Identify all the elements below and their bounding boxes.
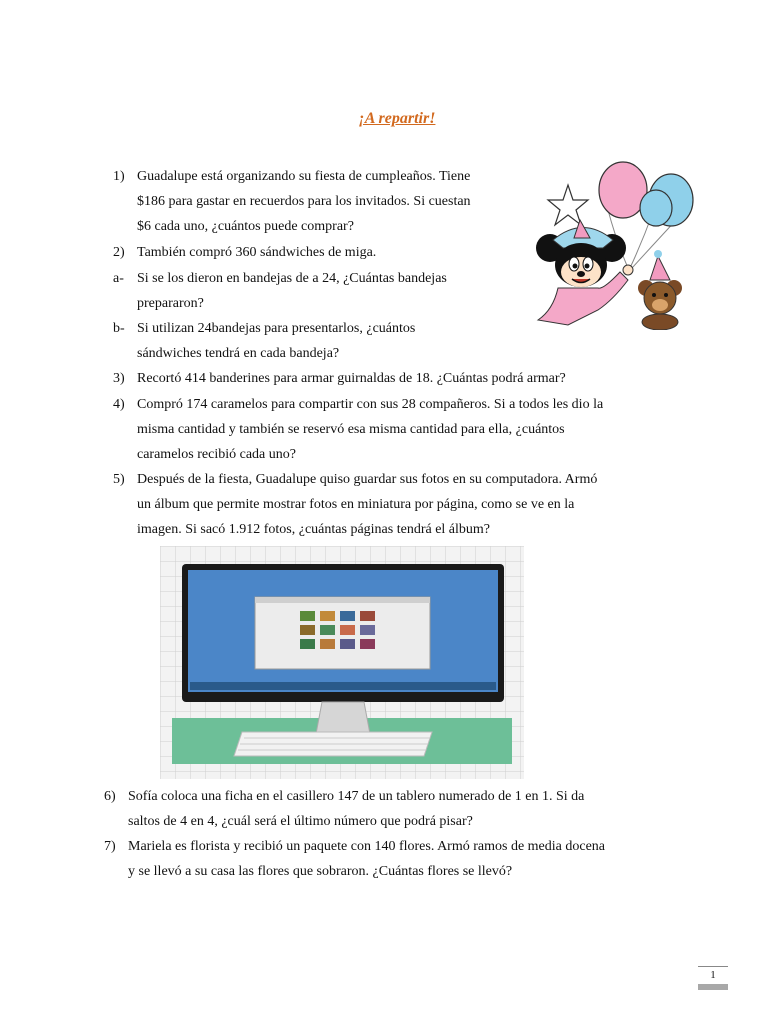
problem-6-line-2: saltos de 4 en 4, ¿cuál será el último número que podrá pisar? xyxy=(128,814,473,829)
problem-5-number: 5) xyxy=(113,472,125,487)
problem-2a-number: a- xyxy=(113,271,124,286)
problem-1-line-2: $186 para gastar en recuerdos para los invitados. Si cuestan xyxy=(137,194,471,209)
problem-4-line-3: caramelos recibió cada uno? xyxy=(137,447,296,462)
problem-2b-line-1: Si utilizan 24bandejas para presentarlos, ¿cuántos xyxy=(137,321,416,336)
problem-5-line-2: un álbum que permite mostrar fotos en miniatura por página, como se ve en la xyxy=(137,497,575,512)
page-number-bar xyxy=(698,984,728,990)
problem-7-number: 7) xyxy=(104,839,116,854)
minnie-balloons-illustration xyxy=(528,160,696,330)
problem-2a-line-1: Si se los dieron en bandejas de a 24, ¿Cuántas bandejas xyxy=(137,271,447,286)
problem-5-line-3: imagen. Si sacó 1.912 fotos, ¿cuántas páginas tendrá el álbum? xyxy=(137,522,491,537)
problem-7-line-2: y se llevó a su casa las flores que sobraron. ¿Cuántas flores se llevó? xyxy=(128,864,513,879)
problem-2-line-1: También compró 360 sándwiches de miga. xyxy=(137,245,377,260)
problem-4-line-2: misma cantidad y también se reservó esa misma cantidad para ella, ¿cuántos xyxy=(137,422,565,437)
problem-3-number: 3) xyxy=(113,371,125,386)
problem-2a-line-2: prepararon? xyxy=(137,296,204,311)
problem-1-line-3: $6 cada uno, ¿cuántos puede comprar? xyxy=(137,219,354,234)
problem-7-line-1: Mariela es florista y recibió un paquete con 140 flores. Armó ramos de media docena xyxy=(128,839,606,854)
problem-3-line-1: Recortó 414 banderines para armar guirnaldas de 18. ¿Cuántas podrá armar? xyxy=(137,371,566,386)
problem-6-line-1: Sofía coloca una ficha en el casillero 147 de un tablero numerado de 1 en 1. Si da xyxy=(128,789,585,804)
page-number: 1 xyxy=(710,969,716,981)
page-number-rule xyxy=(698,966,728,967)
problem-5-line-1: Después de la fiesta, Guadalupe quiso guardar sus fotos en su computadora. Armó xyxy=(137,472,598,487)
page-title: ¡A repartir! xyxy=(358,110,436,127)
problem-2b-line-2: sándwiches tendrá en cada bandeja? xyxy=(137,346,340,361)
problem-4-line-1: Compró 174 caramelos para compartir con sus 28 compañeros. Si a todos les dio la xyxy=(137,397,604,412)
problem-1-number: 1) xyxy=(113,169,125,184)
problem-2b-number: b- xyxy=(113,321,125,336)
computer-illustration xyxy=(160,546,524,779)
problem-2-number: 2) xyxy=(113,245,125,260)
problem-6-number: 6) xyxy=(104,789,116,804)
problem-4-number: 4) xyxy=(113,397,125,412)
problem-1-line-1: Guadalupe está organizando su fiesta de cumpleaños. Tiene xyxy=(137,169,471,184)
